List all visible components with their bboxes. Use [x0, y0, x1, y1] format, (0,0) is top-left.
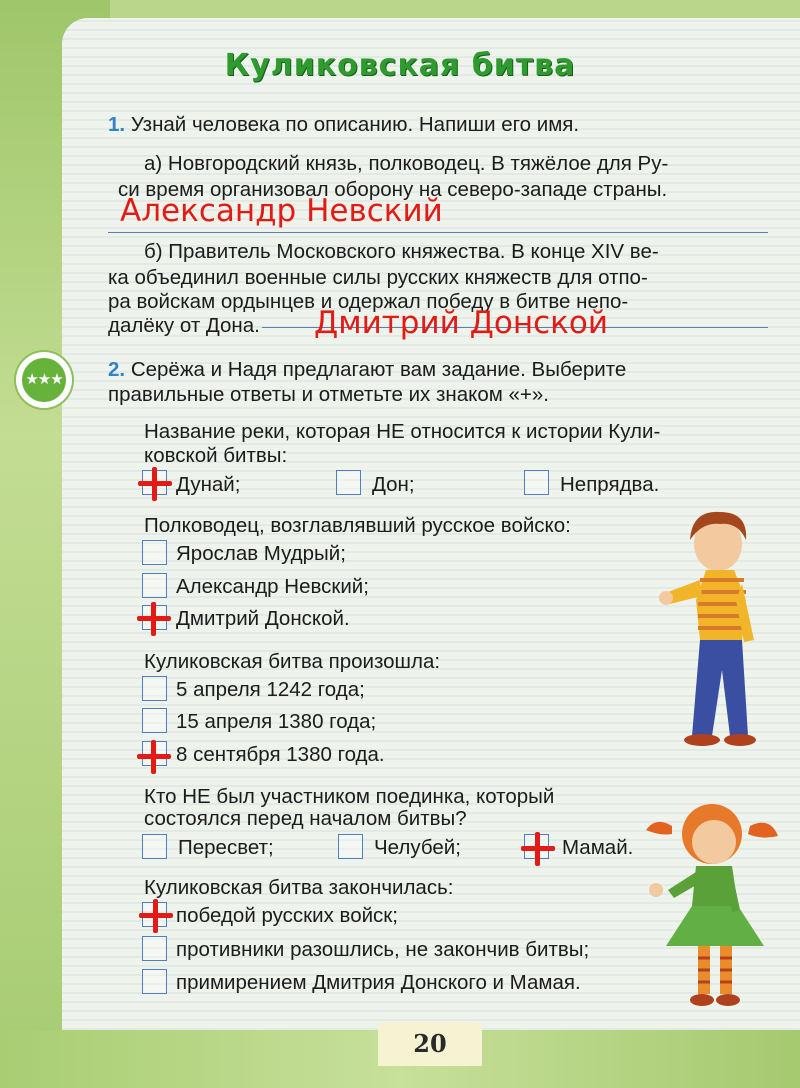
q4-line-2: состоялся перед началом битвы?	[144, 807, 467, 830]
q2-text: Полководец, возглавлявший русское войско:	[144, 514, 571, 537]
option-aleksandr: Александр Невский;	[176, 575, 369, 598]
checkbox-yaroslav[interactable]	[142, 540, 167, 565]
task1-a-line-2: си время организовал оборону на северо-западе страны.	[118, 178, 668, 201]
option-nepryadva: Непрядва.	[560, 473, 660, 496]
q1-line-2: ковской битвы:	[144, 444, 288, 467]
task2-prompt-text: Серёжа и Надя предлагают вам задание. Выберите	[130, 358, 627, 381]
task1-b-answer[interactable]: Дмитрий Донской	[314, 305, 608, 341]
checkbox-nepryadva[interactable]	[524, 470, 549, 495]
task1-b-line-1: б) Правитель Московского княжества. В конце XIV ве-	[144, 240, 659, 263]
plus-mark-icon	[139, 899, 173, 933]
plus-mark-icon	[137, 740, 171, 774]
checkbox-reconciliation[interactable]	[142, 969, 167, 994]
option-date-april-1380: 15 апреля 1380 года;	[176, 710, 377, 733]
checkbox-date-1242[interactable]	[142, 676, 167, 701]
option-mamay: Мамай.	[562, 836, 634, 859]
page-title: Куликовская битва	[224, 48, 576, 83]
checkbox-aleksandr[interactable]	[142, 573, 167, 598]
task1-a-line-1: а) Новгородский князь, полководец. В тяжёлое для Ру-	[144, 152, 669, 175]
plus-mark-icon	[137, 602, 171, 636]
boy-illustration	[650, 500, 770, 752]
page-number: 20	[378, 1022, 482, 1066]
task2-number: 2.	[108, 358, 126, 381]
option-date-september-1380: 8 сентября 1380 года.	[176, 743, 385, 766]
q4-line-1: Кто НЕ был участником поединка, который	[144, 785, 555, 808]
checkbox-parted[interactable]	[142, 936, 167, 961]
q3-text: Куликовская битва произошла:	[144, 650, 441, 673]
task1-prompt-text: Узнай человека по описанию. Напиши его имя.	[130, 113, 580, 136]
stars-badge	[16, 352, 72, 408]
option-yaroslav: Ярослав Мудрый;	[176, 542, 346, 565]
option-dmitriy: Дмитрий Донской.	[176, 607, 350, 630]
q5-text: Куликовская битва закончилась:	[144, 876, 454, 899]
task1-a-answer[interactable]: Александр Невский	[120, 193, 443, 229]
checkbox-date-april-1380[interactable]	[142, 708, 167, 733]
task1-b-line-3: ра войскам ордынцев и одержал победу в битве непо-	[108, 290, 629, 313]
plus-mark-icon	[138, 467, 172, 501]
option-dunay: Дунай;	[176, 473, 241, 496]
option-parted: противники разошлись, не закончив битвы;	[176, 938, 590, 961]
task2-prompt-line-1	[108, 358, 626, 382]
option-peresvet: Пересвет;	[178, 836, 274, 859]
plus-mark-icon	[521, 832, 555, 866]
checkbox-peresvet[interactable]	[142, 834, 167, 859]
task1-b-line-4: далёку от Дона.	[108, 314, 260, 337]
task2-prompt-line-2: правильные ответы и отметьте их знаком «+».	[108, 383, 549, 406]
task1-prompt	[108, 113, 579, 137]
checkbox-don[interactable]	[336, 470, 361, 495]
girl-illustration	[636, 786, 786, 1012]
option-reconciliation: примирением Дмитрия Донского и Мамая.	[176, 971, 581, 994]
option-victory: победой русских войск;	[176, 904, 398, 927]
checkbox-chelubey[interactable]	[338, 834, 363, 859]
task1-number: 1.	[108, 113, 126, 136]
option-chelubey: Челубей;	[374, 836, 461, 859]
answer-line-a	[108, 232, 768, 233]
task1-b-line-2: ка объединил военные силы русских княжеств для отпо-	[108, 266, 648, 289]
q1-line-1: Название реки, которая НЕ относится к истории Кули-	[144, 420, 661, 443]
option-don: Дон;	[372, 473, 415, 496]
option-date-1242: 5 апреля 1242 года;	[176, 678, 365, 701]
star-icon: ★★★	[22, 358, 66, 402]
